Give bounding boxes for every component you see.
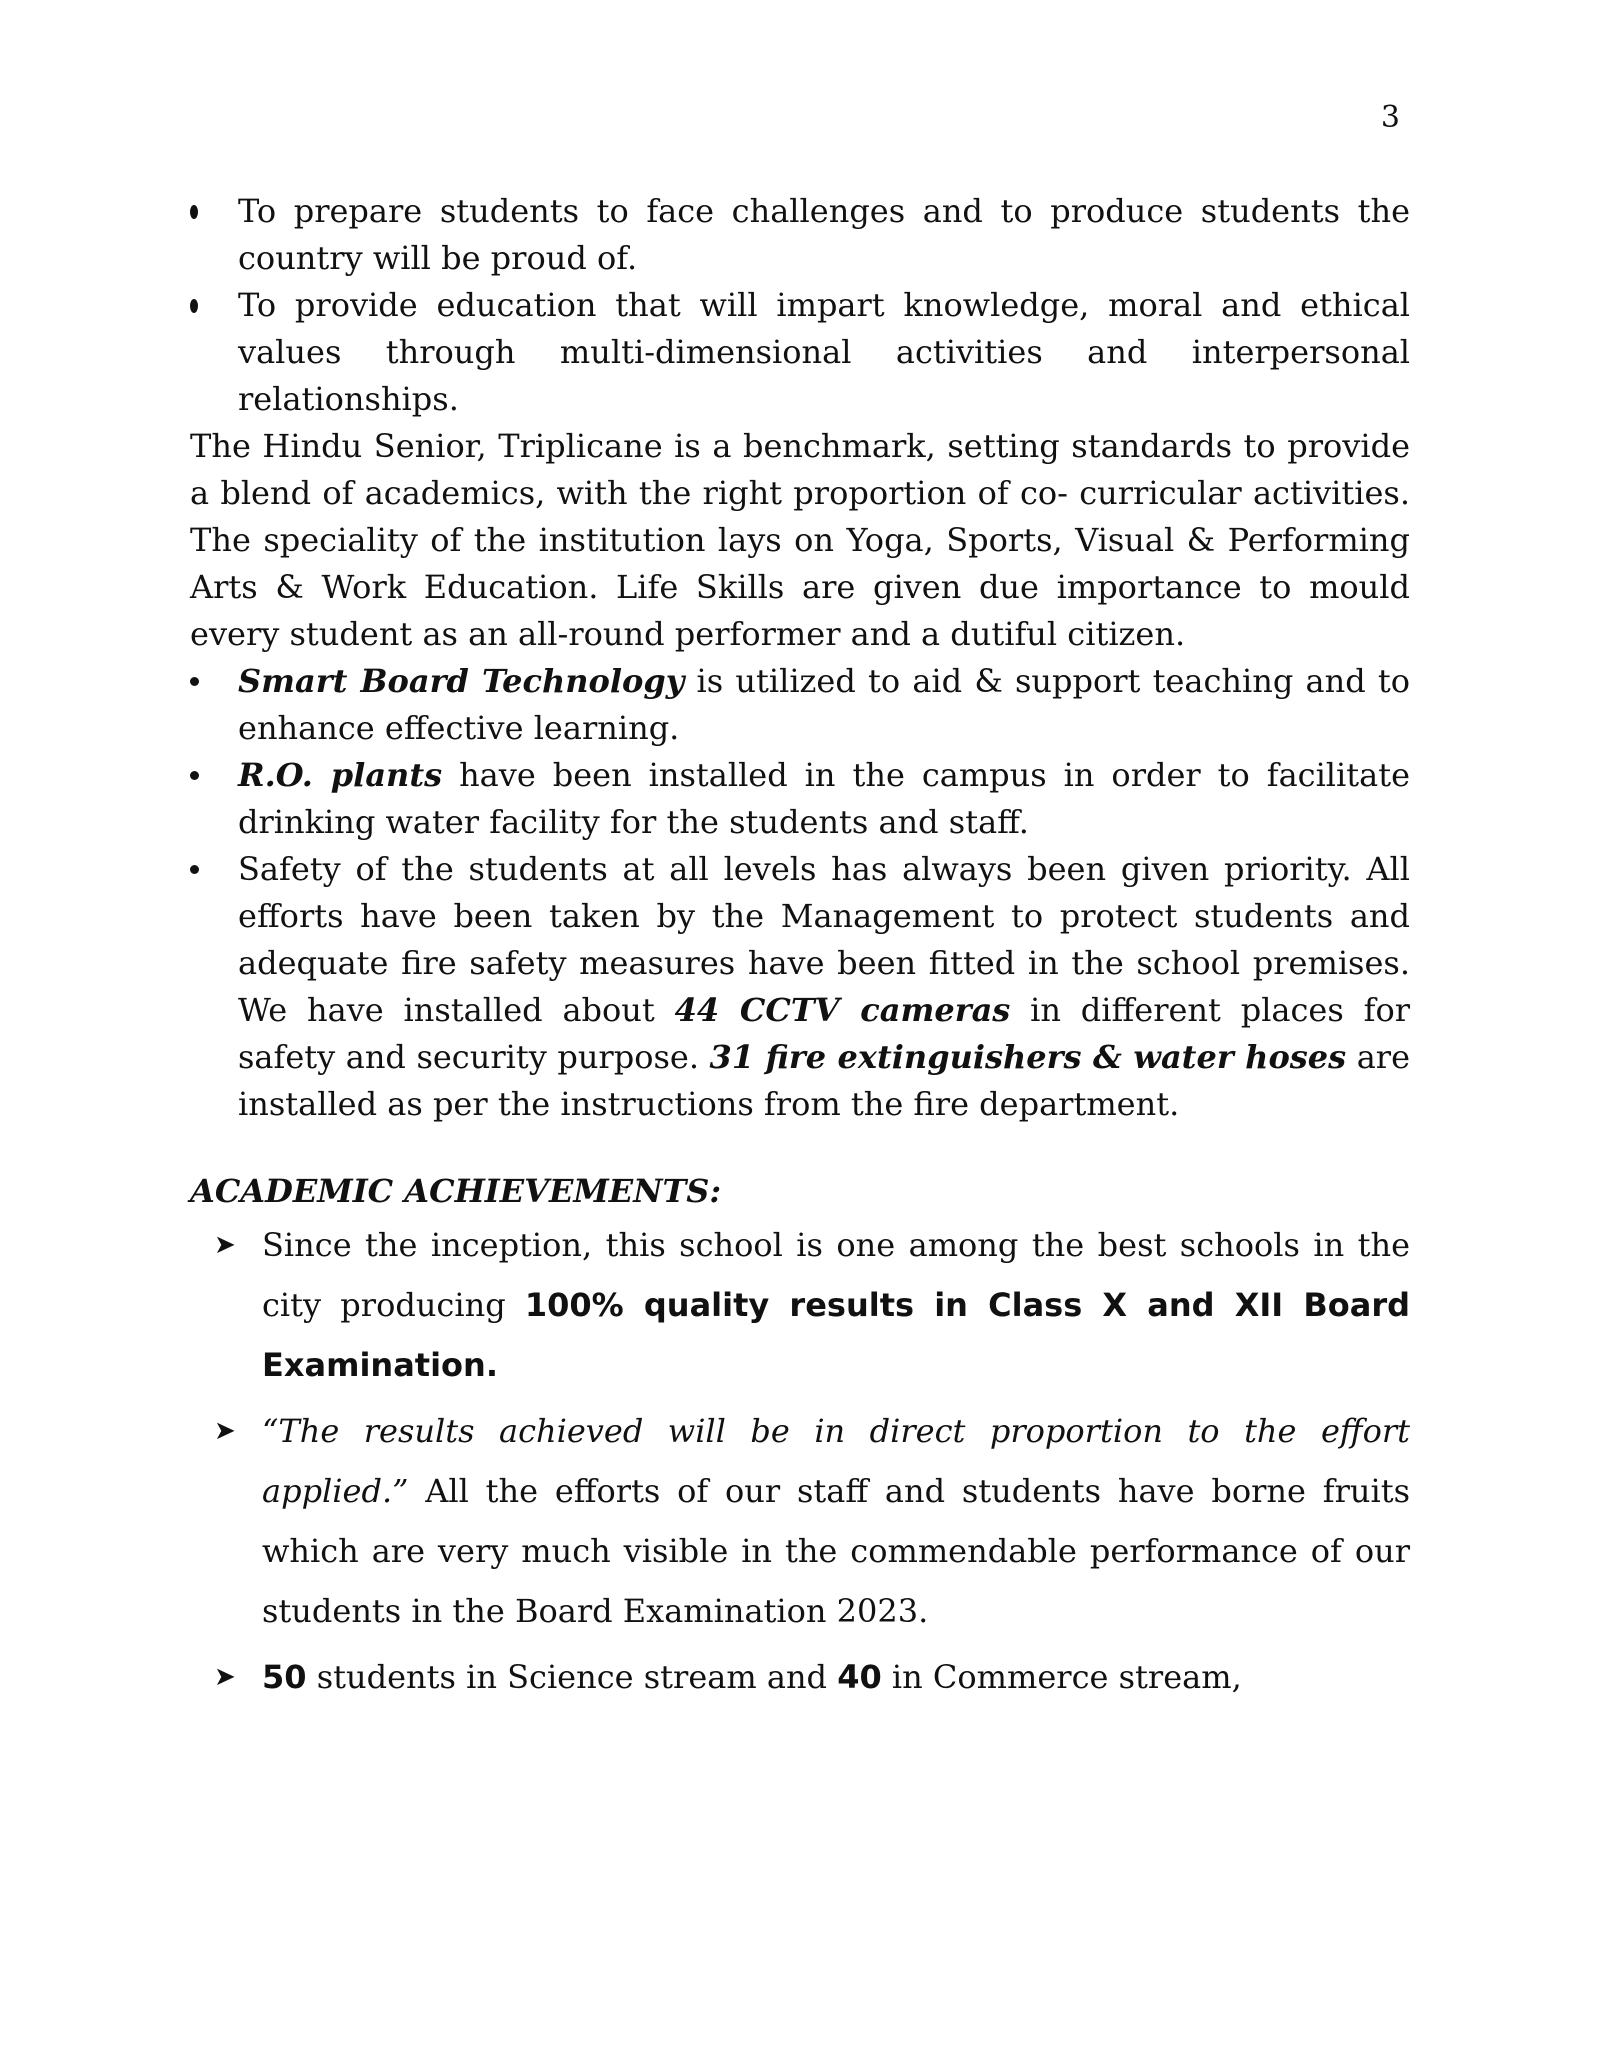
objectives-list	[190, 188, 1410, 423]
ro-plants-label: R.O. plants	[238, 756, 443, 794]
quote-text: “The results achieved will be in direct proportion to the effort applied.”	[262, 1412, 1410, 1510]
list-item	[190, 658, 1410, 752]
list-item	[214, 1215, 1410, 1395]
list-item	[190, 752, 1410, 846]
bullet-text: To provide education that will impart knowledge, moral and ethical values through multi-dimensional activities and interpersonal relationships.	[238, 286, 1410, 418]
bullet-icon	[190, 188, 220, 235]
bullet-icon	[190, 752, 220, 799]
bullet-icon	[190, 282, 220, 329]
achievement-highlight: 100% quality results in Class X and XII Board Examination.	[262, 1286, 1411, 1384]
achievement-text: Since the inception, this school is one among the best schools in the city producing	[262, 1226, 1410, 1324]
list-item	[190, 282, 1410, 423]
list-item	[214, 1401, 1410, 1641]
achievement-text: students in Science stream and	[306, 1658, 838, 1696]
facilities-list	[190, 658, 1410, 1128]
bullet-icon	[190, 846, 220, 893]
arrow-bullet-icon: ➤	[214, 1230, 236, 1260]
intro-paragraph: The Hindu Senior, Triplicane is a benchmark, setting standards to provide a blend of academics, with the right proportion of co- curricular activities. The speciality of the institution lays on Yoga, Sports, Visual & Performing Arts & Work Education. Life Skills are given due importance to mould every student as an all-round performer and a dutiful citizen.	[190, 427, 1410, 653]
page-content	[190, 188, 1410, 1713]
bullet-icon	[190, 658, 220, 705]
achievements-list	[214, 1215, 1410, 1707]
page-number: 3	[1380, 100, 1400, 135]
arrow-bullet-icon: ➤	[214, 1416, 236, 1446]
cctv-label: 44 CCTV cameras	[674, 991, 1011, 1029]
ro-plants-text: have been installed in the campus in order to facilitate drinking water facility for the students and staff.	[238, 756, 1411, 841]
section-heading: ACADEMIC ACHIEVEMENTS:	[190, 1172, 722, 1210]
list-item	[214, 1647, 1410, 1707]
smart-board-text: is utilized to aid & support teaching and to enhance effective learning.	[238, 662, 1410, 747]
science-count: 50	[262, 1658, 307, 1696]
list-item	[190, 846, 1410, 1128]
smart-board-label: Smart Board Technology	[238, 662, 685, 700]
achievement-text-end: in Commerce stream,	[881, 1658, 1242, 1696]
list-item	[190, 188, 1410, 282]
arrow-bullet-icon: ➤	[214, 1662, 236, 1692]
bullet-text: To prepare students to face challenges and to produce students the country will be proud of.	[238, 192, 1410, 277]
commerce-count: 40	[837, 1658, 882, 1696]
safety-text-1: Safety of the students at all levels has always been given priority. All efforts have been taken by the Management to protect students and adequate fire safety measures have been fitted in the school premises. We have installed about	[238, 850, 1410, 1029]
safety-text-2: in different places for safety and security purpose.	[238, 991, 1411, 1076]
achievement-text: All the efforts of our staff and students have borne fruits which are very much visible in the commendable performance of our students in the Board Examination 2023.	[262, 1472, 1410, 1630]
safety-text-3: are installed as per the instructions from the fire department.	[238, 1038, 1411, 1123]
fire-extinguishers-label: 31 fire extinguishers & water hoses	[709, 1038, 1347, 1076]
